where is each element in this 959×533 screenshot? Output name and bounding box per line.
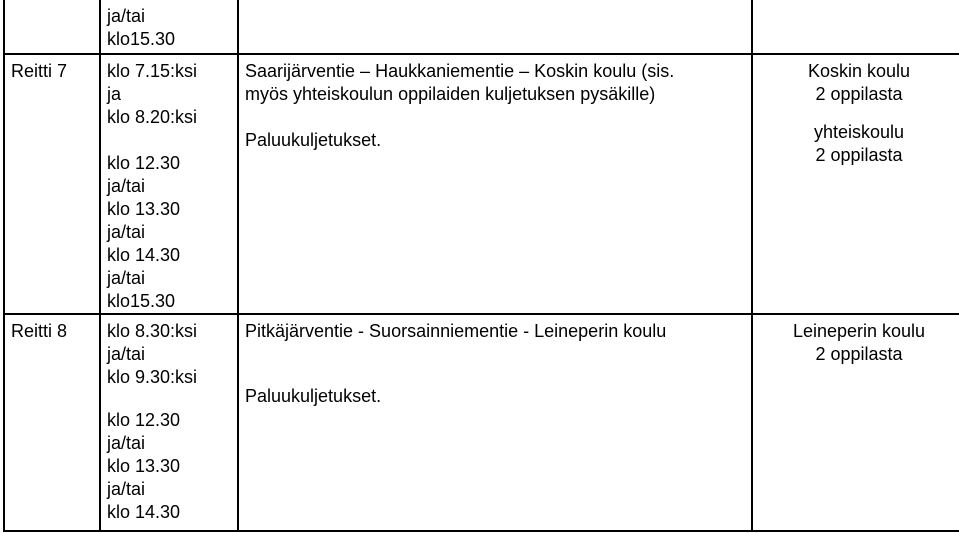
time-line: klo 12.30 [107, 410, 181, 430]
time-line: klo 14.30 [107, 245, 181, 265]
time-line: klo 8.30:ksi [107, 321, 198, 341]
school-name: yhteiskoulu [813, 122, 905, 142]
dest-cell-route8 [752, 314, 959, 531]
student-count: 2 oppilasta [815, 145, 903, 165]
times-cell-route8 [100, 314, 238, 531]
route-cell-empty [4, 0, 100, 54]
time-line: klo 13.30 [107, 199, 181, 219]
times-cell-continuation [100, 0, 238, 54]
time-line: klo 9.30:ksi [107, 367, 198, 387]
dest-cell-empty [752, 0, 959, 54]
time-line: klo15.30 [107, 291, 176, 311]
desc-cell-empty [238, 0, 752, 54]
time-line: klo 14.30 [107, 502, 181, 522]
return-note: Paluukuljetukset. [245, 130, 382, 150]
spacer [107, 389, 231, 409]
desc-cell-route7 [238, 54, 752, 314]
route-name-cell [4, 54, 100, 314]
time-line: ja/tai [107, 176, 146, 196]
time-line: klo 13.30 [107, 456, 181, 476]
route-description: Pitkäjärventie - Suorsainniementie - Leineperin koulu [245, 321, 667, 341]
time-line: ja/tai [107, 6, 146, 26]
desc-cell-route8 [238, 314, 752, 531]
time-line: klo 12.30 [107, 153, 181, 173]
spacer [245, 106, 711, 129]
time-line: klo 7.15:ksi [107, 61, 198, 81]
school-name: Koskin koulu [807, 61, 911, 81]
student-count: 2 oppilasta [815, 84, 903, 104]
time-line: ja/tai [107, 479, 146, 499]
spacer [245, 343, 731, 385]
time-line: ja/tai [107, 344, 146, 364]
student-count: 2 oppilasta [815, 344, 903, 364]
time-line: ja/tai [107, 222, 146, 242]
time-line: ja [107, 84, 122, 104]
time-line: klo 8.20:ksi [107, 107, 198, 127]
time-line: ja/tai [107, 268, 146, 288]
table-row-route8 [4, 314, 959, 531]
route-name: Reitti 8 [11, 321, 68, 341]
return-note: Paluukuljetukset. [245, 386, 382, 406]
spacer [107, 129, 231, 152]
time-line: klo15.30 [107, 29, 176, 49]
route-description: Saarijärventie – Haukkaniementie – Koskin koulu (sis. myös yhteiskoulun oppilaiden kuljetuksen pysäkille) [245, 61, 675, 104]
route-name-cell [4, 314, 100, 531]
table-row-route7 [4, 54, 959, 314]
route-schedule-table [3, 0, 959, 532]
school-name: Leineperin koulu [792, 321, 926, 341]
spacer [753, 106, 959, 121]
times-cell-route7 [100, 54, 238, 314]
time-line: ja/tai [107, 433, 146, 453]
table-row-continuation [4, 0, 959, 54]
route-name: Reitti 7 [11, 61, 68, 81]
dest-cell-route7 [752, 54, 959, 314]
